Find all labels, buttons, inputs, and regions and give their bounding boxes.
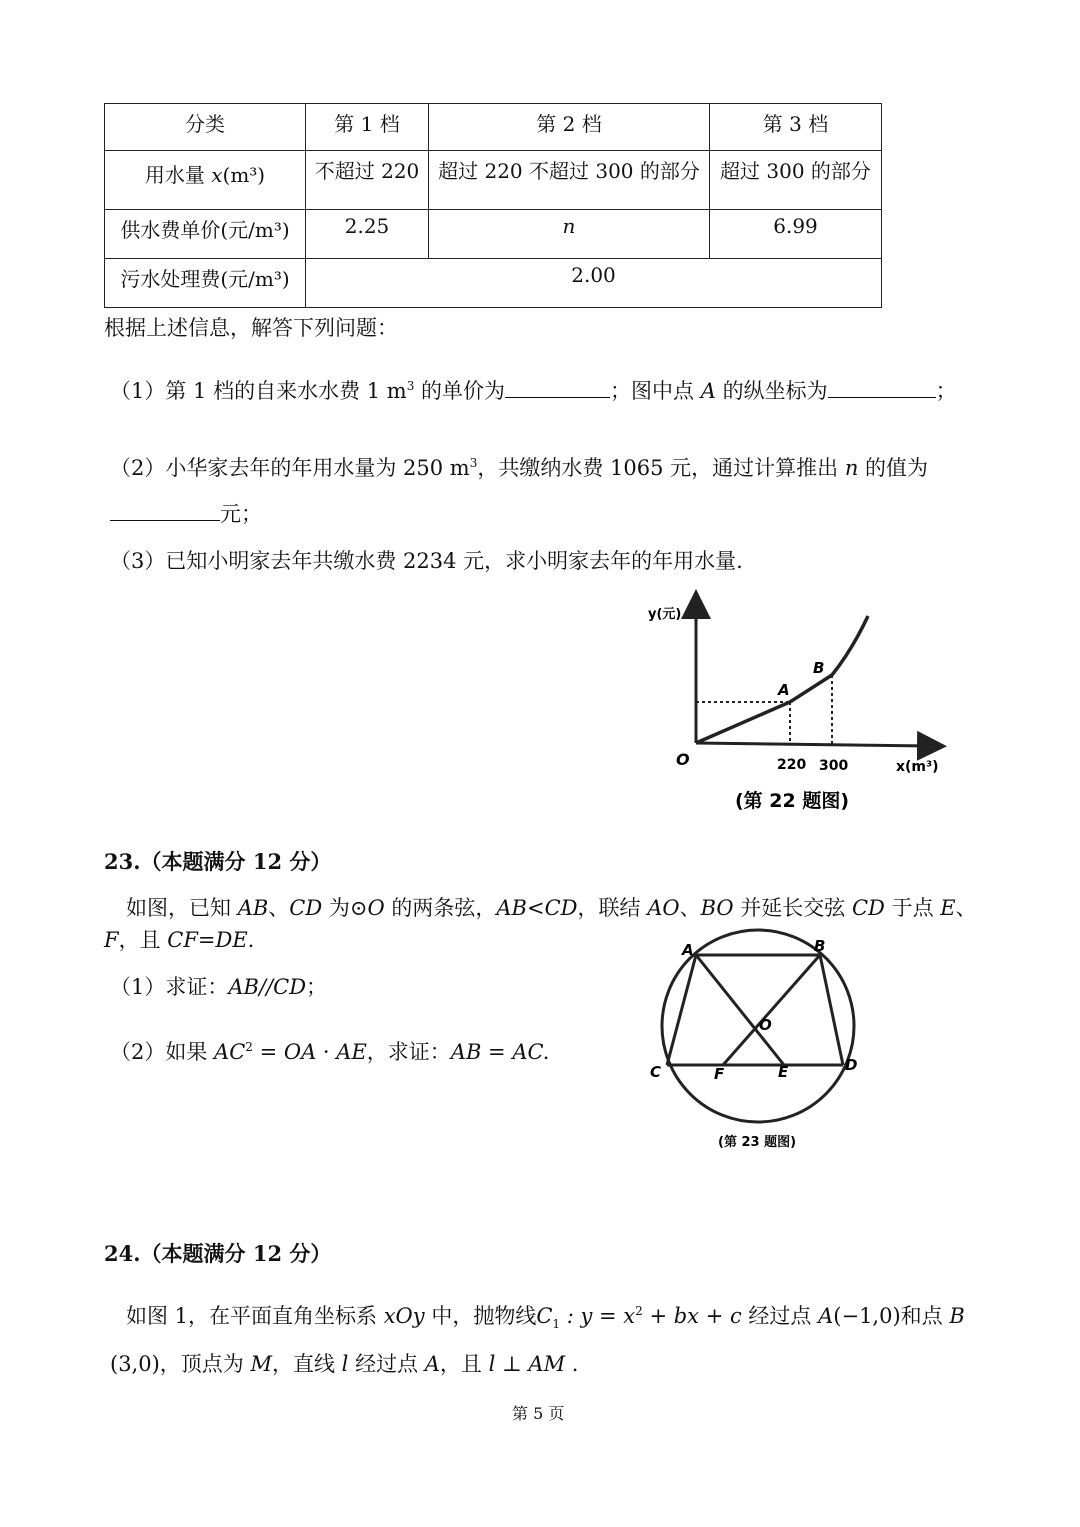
cost-curve — [696, 675, 832, 743]
table-header-cell: 分类 — [105, 104, 306, 151]
figure-23 — [640, 925, 880, 1160]
label-b: B — [814, 937, 826, 955]
table-cell: 不超过 220 — [306, 151, 429, 210]
label-e: E — [778, 1063, 789, 1081]
answer-blank[interactable] — [828, 379, 936, 398]
figure-caption: (第 22 题图) — [735, 790, 850, 812]
figure-22 — [640, 588, 960, 823]
table-cell: 2.00 — [306, 259, 882, 308]
q24-title: 24.（本题满分 12 分） — [104, 1241, 332, 1266]
q23-line1: 如图，已知 AB、CD 为⊙O 的两条弦，AB<CD，联结 AO、BO 并延长交弦 CD 于点 E、 — [126, 896, 977, 920]
x-axis — [696, 743, 932, 746]
q22-part2: （2）小华家去年的年用水量为 250 $m^3$，共缴纳水费 1065 元，通过计算推出 n 的值为 — [110, 456, 929, 480]
intro-text: 根据上述信息，解答下列问题： — [104, 316, 398, 340]
table-header-cell: 第 2 档 — [429, 104, 710, 151]
label-o: O — [759, 1016, 772, 1034]
tick-label-300: 300 — [819, 758, 849, 774]
q22-part2-cont: 元； — [110, 498, 262, 528]
table-cell: 超过 300 的部分 — [710, 151, 882, 210]
table-row — [105, 210, 882, 259]
answer-blank[interactable] — [505, 379, 610, 398]
table-cell: 超过 220 不超过 300 的部分 — [429, 151, 710, 210]
label-a: A — [682, 941, 694, 959]
x-axis-label: x(m³) — [896, 759, 939, 775]
table-cell: n — [429, 210, 710, 259]
table-row-label: 供水费单价(元/m³) — [105, 210, 306, 259]
label-f: F — [714, 1065, 725, 1083]
q22-part3: （3）已知小明家去年共缴水费 2234 元，求小明家去年的年用水量. — [110, 549, 743, 573]
tick-label-220: 220 — [777, 757, 807, 773]
y-axis-label: y(元) — [648, 607, 682, 622]
q23-line2: F，且 CF=DE. — [104, 928, 255, 952]
q23-title: 23.（本题满分 12 分） — [104, 849, 332, 874]
page-number: 第 5 页 — [512, 1404, 565, 1423]
table-header-cell: 第 1 档 — [306, 104, 429, 151]
table-header-row — [105, 104, 882, 151]
point-a-label: A — [778, 681, 790, 699]
point-b-label: B — [813, 659, 825, 677]
table-cell: 6.99 — [710, 210, 882, 259]
segment-bd — [820, 955, 843, 1065]
cost-curve-tail — [832, 616, 868, 675]
label-c: C — [650, 1063, 662, 1081]
q24-line2: (3,0)，顶点为 M，直线 l 经过点 A，且 l ⊥ AM . — [110, 1352, 579, 1376]
q23-part2: （2）如果 $AC^2$ = OA · AE，求证：AB = AC. — [110, 1040, 550, 1064]
origin-label: O — [676, 750, 690, 769]
q23-part1: （1）求证：AB//CD； — [110, 975, 328, 999]
table-row-label: 污水处理费(元/m³) — [105, 259, 306, 308]
table-row — [105, 259, 882, 308]
table-header-cell: 第 3 档 — [710, 104, 882, 151]
answer-blank[interactable] — [110, 502, 220, 521]
q22-part1: （1）第 1 档的自来水水费 1 $m^3$ 的单价为 ；图中点 A 的纵坐标为 ； — [110, 379, 957, 403]
fee-table — [104, 103, 882, 308]
table-row-label: 用水量 x(m³) — [105, 151, 306, 210]
table-row — [105, 151, 882, 210]
label-d: D — [845, 1056, 858, 1074]
table-cell: 2.25 — [306, 210, 429, 259]
q24-line1: 如图 1，在平面直角坐标系 xOy 中，抛物线$C_1$ : $y = x^2$ + bx + c 经过点 A(−1,0)和点 B — [126, 1304, 965, 1332]
segment-ac — [667, 955, 696, 1065]
figure-caption: (第 23 题图) — [718, 1135, 797, 1150]
